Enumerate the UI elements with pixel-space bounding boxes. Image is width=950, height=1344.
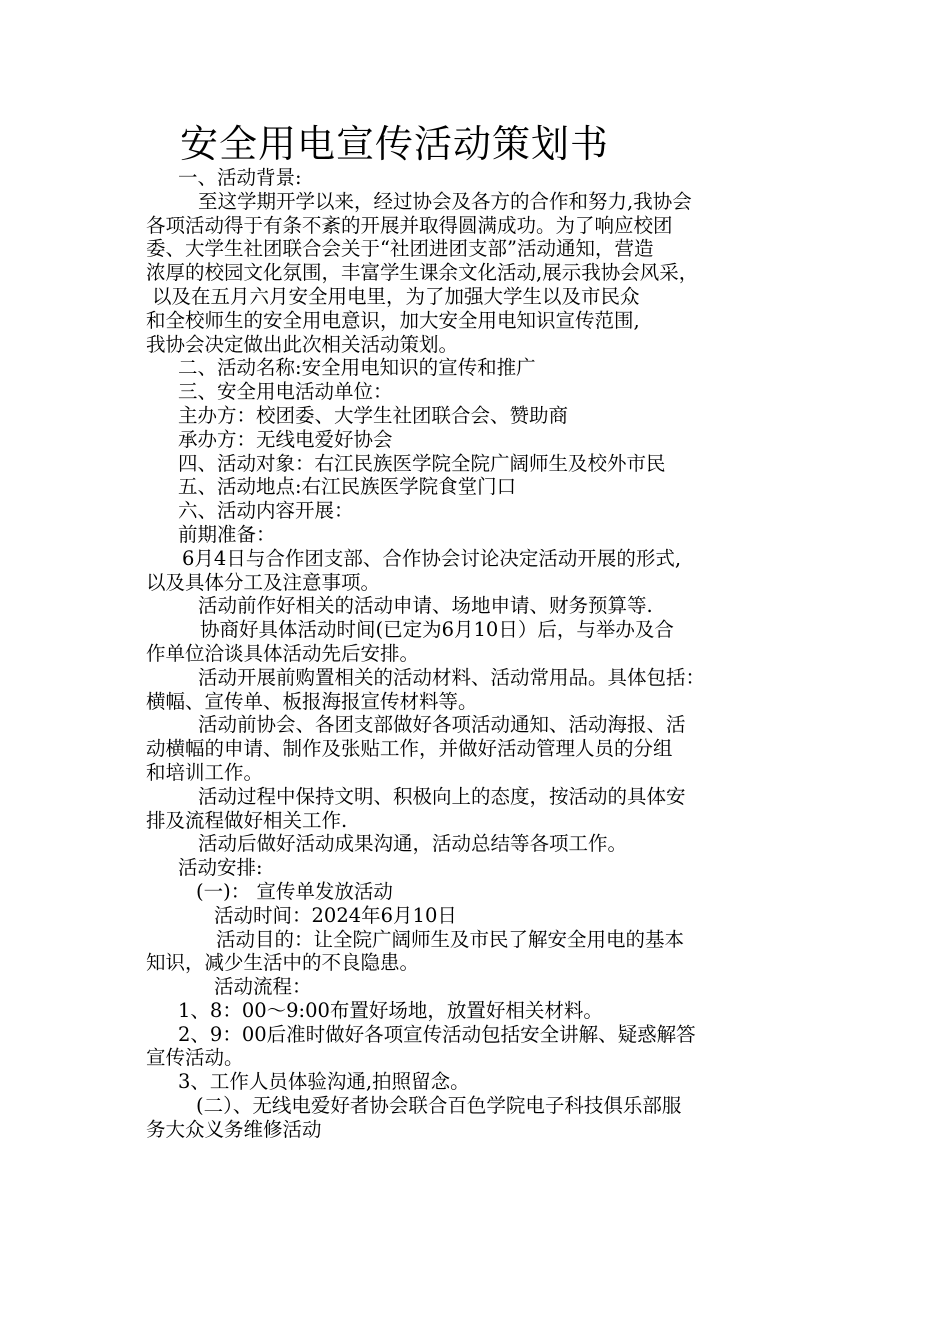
subheading-arrangement: 活动安排: (178, 856, 263, 880)
paragraph-line: 至这学期开学以来，经过协会及各方的合作和努力,我协会 (198, 189, 692, 213)
paragraph-line: 协商好具体活动时间(已定为6月10日）后，与举办及合 (200, 618, 674, 642)
paragraph-line: 宣传活动。 (146, 1046, 244, 1070)
co-organizer-line: 承办方：无线电爱好协会 (178, 427, 393, 451)
paragraph-line: 排及流程做好相关工作. (146, 808, 348, 832)
organizer-line: 主办方：校团委、大学生社团联合会、赞助商 (178, 403, 569, 427)
paragraph-line: 浓厚的校园文化氛围，丰富学生课余文化活动,展示我协会风采， (146, 261, 699, 285)
paragraph-line: 和培训工作。 (146, 760, 264, 784)
paragraph-line: 以及在五月六月安全用电里，为了加强大学生以及市民众 (152, 284, 640, 308)
paragraph-line: 委、大学生社团联合会关于“社团进团支部”活动通知，营造 (146, 237, 654, 261)
paragraph-line: 各项活动得于有条不紊的开展并取得圆满成功。为了响应校团 (146, 213, 673, 237)
paragraph-line: 横幅、宣传单、板报海报宣传材料等。 (146, 689, 478, 713)
process-step: 3、工作人员体验沟通,拍照留念。 (178, 1070, 470, 1094)
activity-purpose: 活动目的：让全院广阔师生及市民了解安全用电的基本 (216, 927, 685, 951)
section-heading-location: 五、活动地点:右江民族医学院食堂门口 (178, 475, 517, 499)
process-step: 2、9：00后准时做好各项宣传活动包括安全讲解、疑惑解答 (178, 1022, 696, 1046)
activity-process-label: 活动流程： (214, 975, 312, 999)
section-heading-target: 四、活动对象：右江民族医学院全院广阔师生及校外市民 (178, 451, 666, 475)
paragraph-line: 以及具体分工及注意事项。 (146, 570, 381, 594)
paragraph-line: 活动开展前购置相关的活动材料、活动常用品。具体包括： (198, 665, 706, 689)
paragraph-line: 作单位洽谈具体活动先后安排。 (146, 641, 420, 665)
section-heading-unit: 三、安全用电活动单位： (178, 380, 393, 404)
document-body (146, 166, 818, 1142)
paragraph-line: 务大众义务维修活动 (146, 1117, 322, 1141)
activity-time: 活动时间：2024年6月10日 (214, 903, 457, 927)
section-heading-background: 一、活动背景: (178, 166, 302, 189)
section-heading-name: 二、活动名称:安全用电知识的宣传和推广 (178, 356, 536, 380)
process-step: 1、8：00～9:00布置好场地，放置好相关材料。 (178, 998, 603, 1022)
paragraph-line: 活动过程中保持文明、积极向上的态度，按活动的具体安 (198, 784, 686, 808)
section-heading-content: 六、活动内容开展： (178, 499, 354, 523)
paragraph-line: 动横幅的申请、制作及张贴工作，并做好活动管理人员的分组 (146, 737, 673, 761)
paragraph-line: 6月4日与合作团支部、合作协会讨论决定活动开展的形式, (182, 546, 682, 570)
paragraph-line: 活动前作好相关的活动申请、场地申请、财务预算等. (198, 594, 653, 618)
paragraph-line: 和全校师生的安全用电意识，加大安全用电知识宣传范围, (146, 308, 640, 332)
paragraph-line: 活动前协会、各团支部做好各项活动通知、活动海报、活 (198, 713, 686, 737)
activity-heading-two: (二）、无线电爱好者协会联合百色学院电子科技俱乐部服 (196, 1094, 682, 1118)
paragraph-line: 活动后做好活动成果沟通，活动总结等各项工作。 (198, 832, 628, 856)
activity-heading-one: (一)： 宣传单发放活动 (196, 879, 393, 903)
document-title: 安全用电宣传活动策划书 (180, 122, 610, 166)
subheading-preparation: 前期准备： (178, 522, 276, 546)
paragraph-line: 我协会决定做出此次相关活动策划。 (146, 332, 459, 356)
paragraph-line: 知识，减少生活中的不良隐患。 (146, 951, 420, 975)
